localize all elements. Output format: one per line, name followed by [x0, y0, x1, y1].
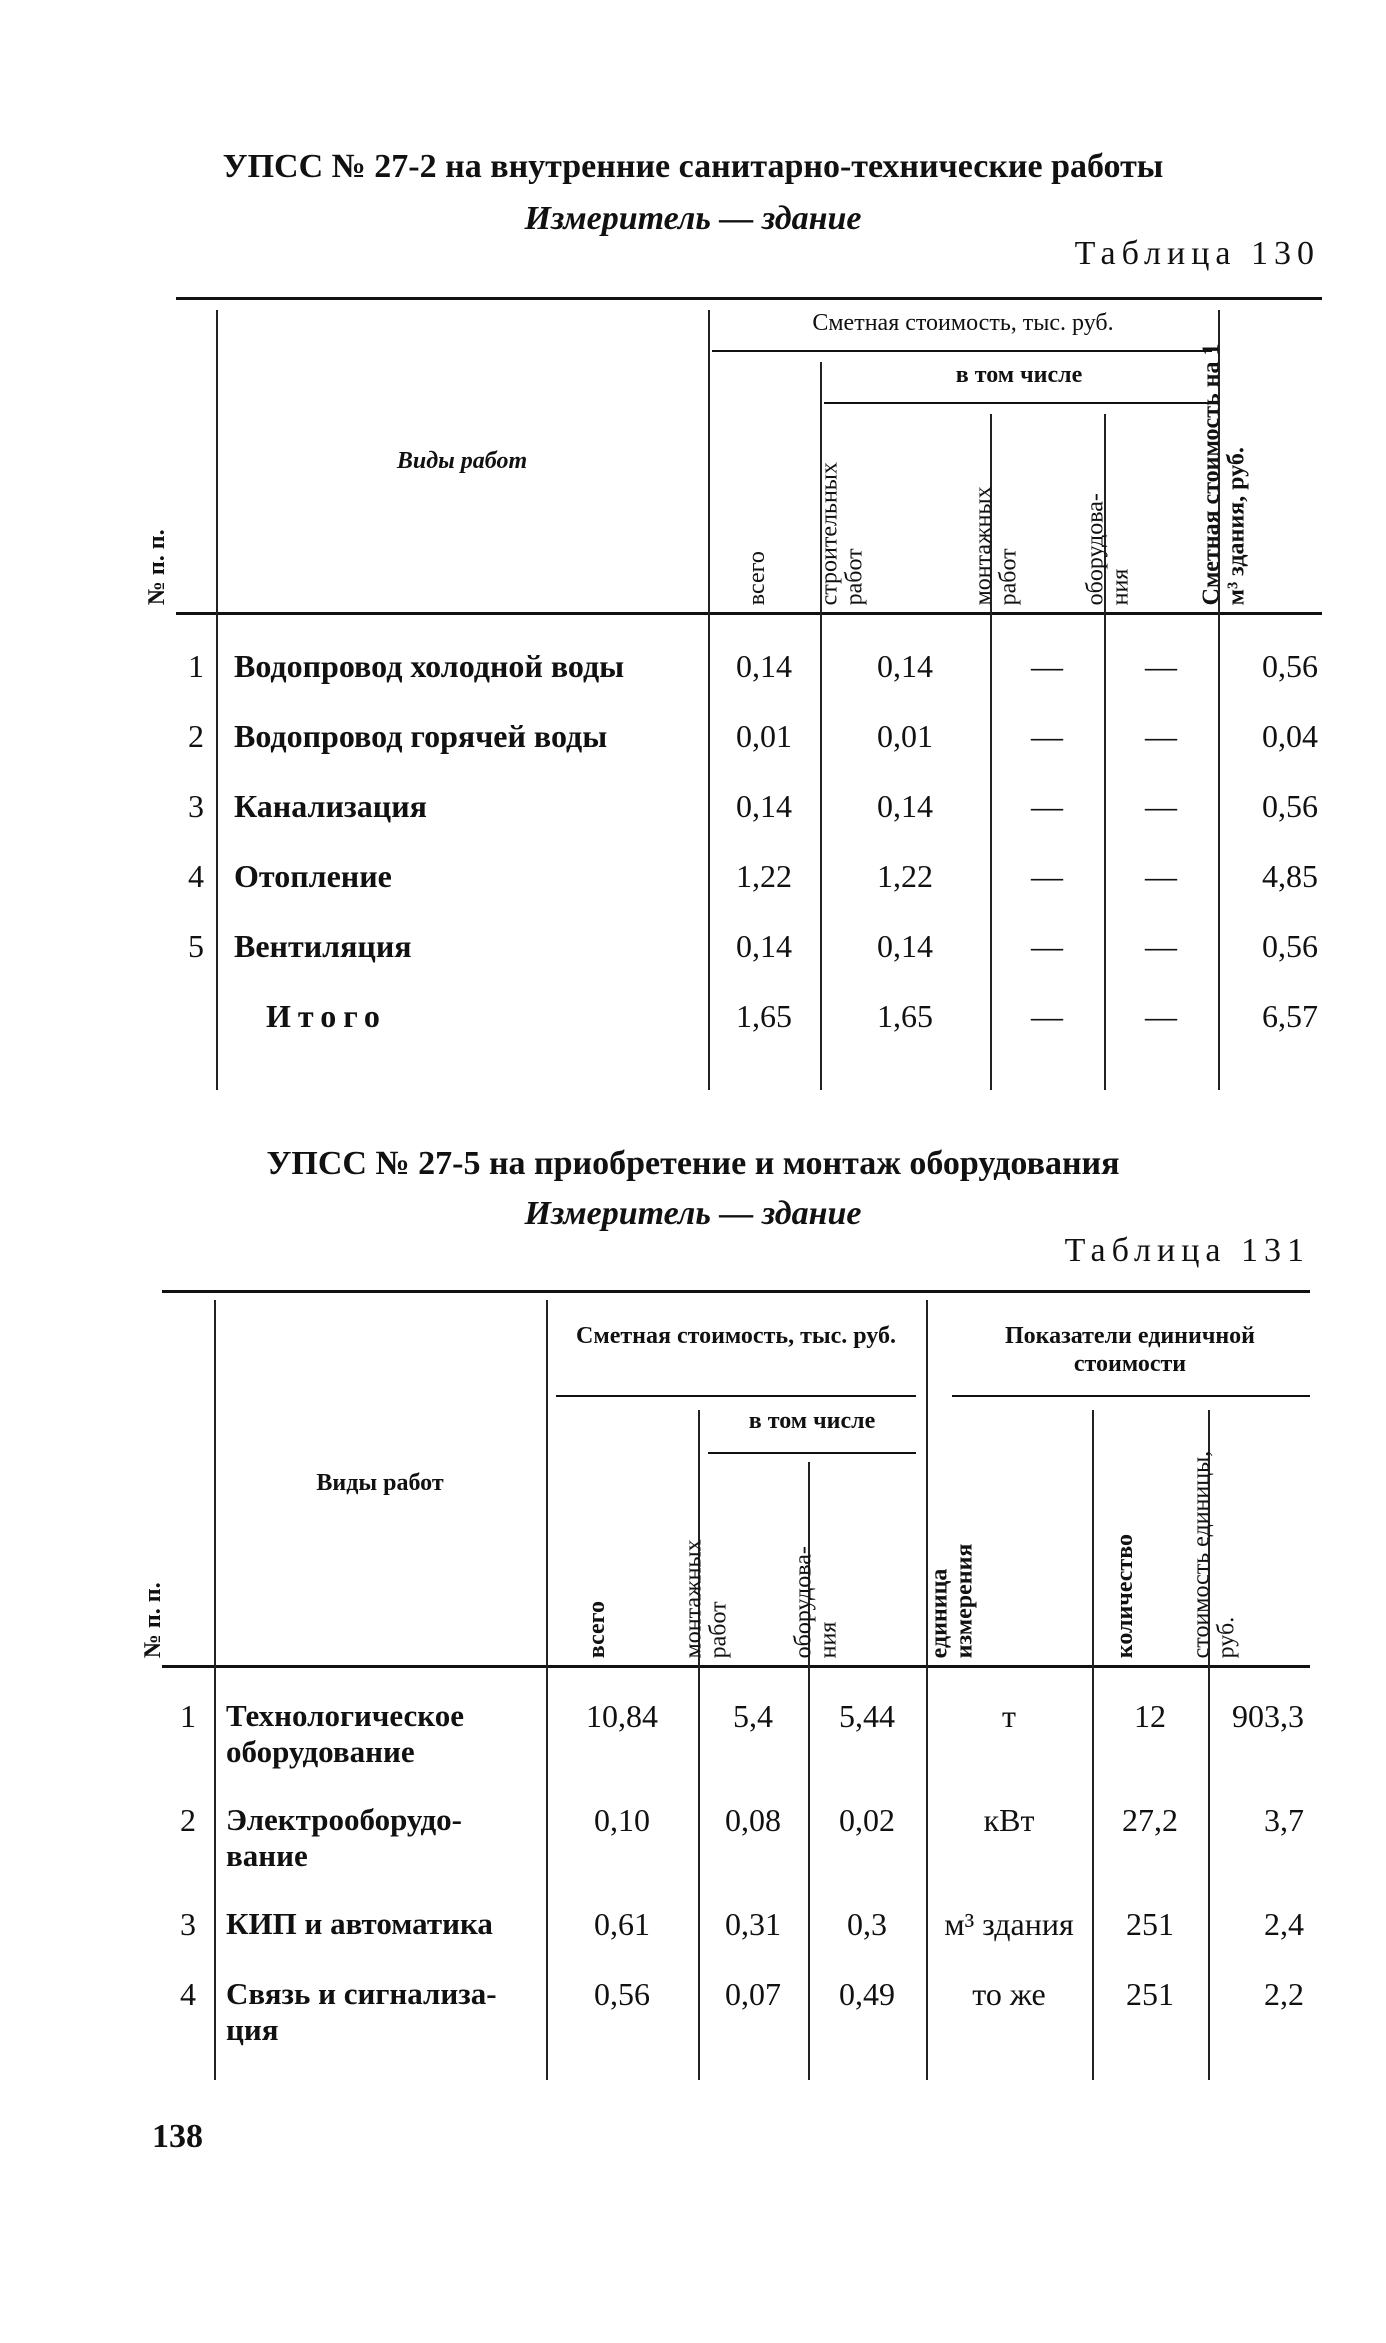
row-num: 5 — [188, 928, 204, 964]
row-construction: 1,22 — [877, 858, 933, 894]
row-montage: — — [1031, 928, 1063, 964]
row-equipment: 0,02 — [839, 1802, 895, 1838]
table130-header-cost: Сметная стоимость, тыс. руб. — [812, 310, 1114, 336]
row-num: 4 — [188, 858, 204, 894]
row-montage: — — [1031, 858, 1063, 894]
table131-header-work: Виды работ — [316, 1470, 444, 1496]
row-name: Водопровод холодной воды — [234, 648, 625, 684]
row-total: 0,10 — [594, 1802, 650, 1838]
table130-header-incl: в том числе — [955, 362, 1083, 388]
table131-group-rule — [556, 1395, 916, 1397]
table131-subgroup-rule — [708, 1452, 916, 1454]
table131-number: Таблица 131 — [1064, 1232, 1310, 1269]
row-name: Электрооборудо- вание — [226, 1802, 462, 1873]
row-unit: то же — [972, 1976, 1046, 2012]
row-name: КИП и автоматика — [226, 1906, 493, 1941]
row-unit: м³ здания — [944, 1906, 1074, 1942]
row-equipment: — — [1145, 998, 1177, 1034]
table130: № п. п. Виды работ Сметная стоимость, тыс. руб. в том числе всего строительных работ монтажных работ оборудова- ния Сметная стоимость на 1 м³ здания, руб. 1 Водопровод холодной воды 0,14 0,14 — — 0,56 2 Водопровод горячей воды 0,01 0,01 — — 0,04 3 Канализация 0,14 0,14 — — 0,56 4 Отопление 1,22 1,22 — — 4,85 5 Вентиляция 0,14 0,14 — — 0,56 Итого 1,65 1,65 — — 6,57 — [0, 0, 1386, 1100]
table131-header-cost: Сметная стоимость, тыс. руб. — [576, 1323, 896, 1349]
table131-header-indicators: Показатели единичной стоимости — [1004, 1323, 1256, 1377]
row-construction: 1,65 — [877, 998, 933, 1034]
table131-group-rule — [952, 1395, 1310, 1397]
row-num: 2 — [188, 718, 204, 754]
row-montage: — — [1031, 788, 1063, 824]
row-unit: т — [1002, 1698, 1016, 1734]
row-equipment: 0,3 — [847, 1906, 887, 1942]
row-num: 1 — [188, 648, 204, 684]
row-montage: 0,07 — [725, 1976, 781, 2012]
row-equipment: — — [1145, 858, 1177, 894]
row-total: 1,22 — [736, 858, 792, 894]
row-construction: 0,14 — [877, 648, 933, 684]
row-unit-cost: 2,2 — [1264, 1976, 1304, 2012]
row-equipment: — — [1145, 788, 1177, 824]
row-montage: — — [1031, 998, 1063, 1034]
row-qty: 12 — [1134, 1698, 1166, 1734]
row-qty: 251 — [1126, 1976, 1174, 2012]
row-qty: 251 — [1126, 1906, 1174, 1942]
row-unit-cost: 3,7 — [1264, 1802, 1304, 1838]
row-montage: 5,4 — [733, 1698, 773, 1734]
row-num: 2 — [180, 1802, 196, 1838]
row-name: Отопление — [234, 858, 392, 894]
row-equipment: — — [1145, 648, 1177, 684]
row-construction: 0,01 — [877, 718, 933, 754]
row-per-m3: 0,56 — [1262, 648, 1318, 684]
row-per-m3: 4,85 — [1262, 858, 1318, 894]
row-name: Канализация — [234, 788, 427, 824]
table130-number: Таблица 130 — [1074, 235, 1320, 272]
row-total: 0,14 — [736, 928, 792, 964]
row-per-m3: 0,04 — [1262, 718, 1318, 754]
row-num: 1 — [180, 1698, 196, 1734]
row-total: 0,61 — [594, 1906, 650, 1942]
row-construction: 0,14 — [877, 788, 933, 824]
row-total: 10,84 — [586, 1698, 658, 1734]
row-per-m3: 0,56 — [1262, 788, 1318, 824]
row-construction: 0,14 — [877, 928, 933, 964]
row-total: 1,65 — [736, 998, 792, 1034]
row-total: 0,14 — [736, 788, 792, 824]
table131: № п. п. Виды работ Сметная стоимость, тыс. руб. в том числе Показатели единичной стоимости всего монтажных работ оборудова- ния единица измерения количество стоимость единицы, руб. 1 Технологическое оборудование 10,84 5,4 5,44 т 12 903,3 2 Электрооборудо- вание 0,10 0,08 0,02 кВт 27,2 3,7 3 КИП и автоматика 0,61 0,31 0,3 м³ здания 251 2,4 4 Связь и сигнализа- ция 0,56 0,07 0,49 то же 251 2,2 — [0, 0, 1386, 2200]
row-per-m3: 0,56 — [1262, 928, 1318, 964]
row-unit-cost: 2,4 — [1264, 1906, 1304, 1942]
row-name: Связь и сигнализа- ция — [226, 1976, 497, 2047]
table131-col-divider — [214, 1300, 216, 2080]
row-equipment: — — [1145, 718, 1177, 754]
row-name: Итого — [266, 998, 387, 1034]
row-montage: — — [1031, 648, 1063, 684]
table131-header-rule — [162, 1665, 1310, 1668]
table130-subtitle: Измеритель — здание — [524, 200, 862, 237]
table131-subtitle: Измеритель — здание — [524, 1195, 862, 1232]
row-montage: 0,31 — [725, 1906, 781, 1942]
row-equipment: 0,49 — [839, 1976, 895, 2012]
row-montage: — — [1031, 718, 1063, 754]
row-total: 0,01 — [736, 718, 792, 754]
table131-col-divider — [546, 1300, 548, 2080]
row-unit: кВт — [983, 1802, 1035, 1838]
row-num: 4 — [180, 1976, 196, 2012]
row-num: 3 — [180, 1906, 196, 1942]
row-total: 0,56 — [594, 1976, 650, 2012]
row-equipment: — — [1145, 928, 1177, 964]
table131-top-rule — [162, 1290, 1310, 1293]
row-per-m3: 6,57 — [1262, 998, 1318, 1034]
row-num: 3 — [188, 788, 204, 824]
page-number: 138 — [152, 2118, 203, 2155]
row-name: Технологическое оборудование — [226, 1698, 465, 1769]
table130-header-work: Виды работ — [396, 448, 528, 474]
row-qty: 27,2 — [1122, 1802, 1178, 1838]
row-name: Вентиляция — [234, 928, 412, 964]
row-unit-cost: 903,3 — [1232, 1698, 1304, 1734]
table131-header-incl: в том числе — [748, 1408, 876, 1434]
row-montage: 0,08 — [725, 1802, 781, 1838]
table130-title: УПСС № 27-2 на внутренние санитарно-технические работы — [222, 148, 1164, 185]
row-total: 0,14 — [736, 648, 792, 684]
row-equipment: 5,44 — [839, 1698, 895, 1734]
table131-title: УПСС № 27-5 на приобретение и монтаж оборудования — [266, 1145, 1120, 1182]
row-name: Водопровод горячей воды — [234, 718, 608, 754]
table131-col-divider — [926, 1300, 928, 2080]
